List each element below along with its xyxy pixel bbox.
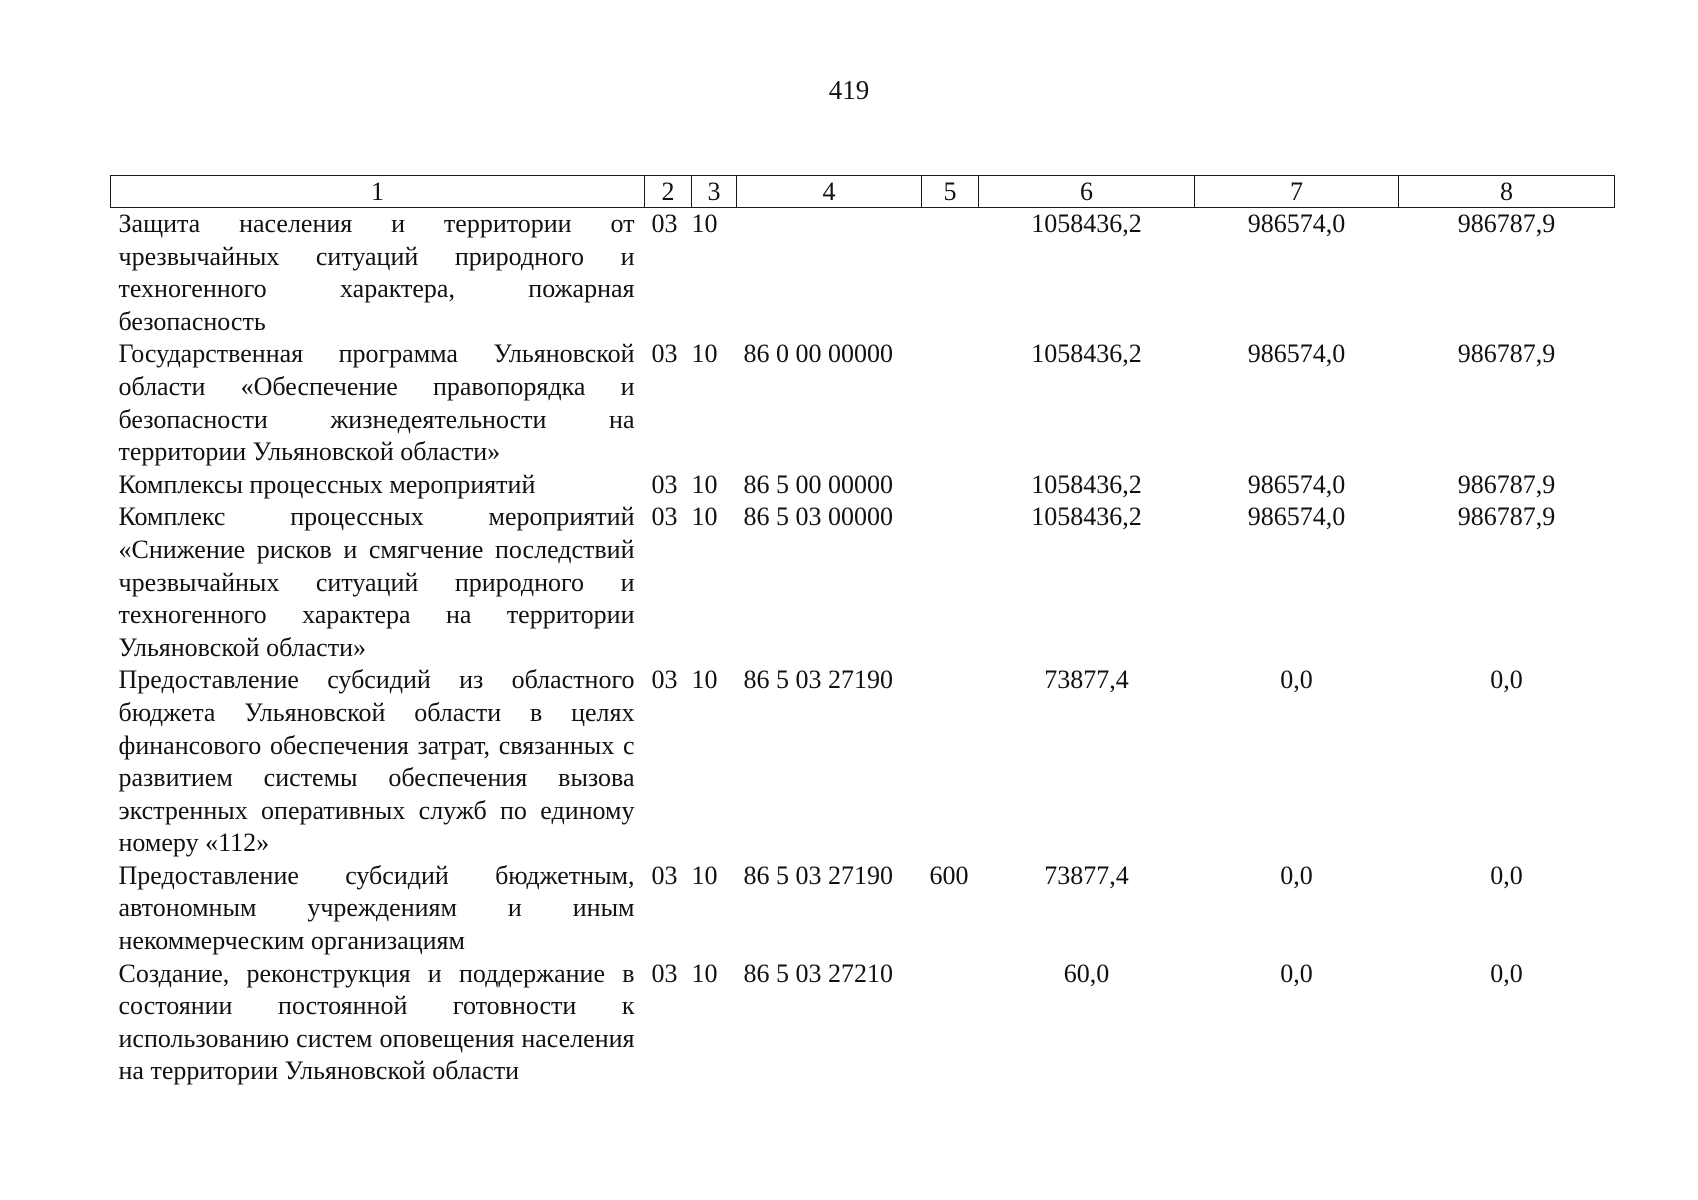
header-row xyxy=(111,176,1615,208)
row-value-col6: 60,0 xyxy=(1063,958,1110,988)
row-expense-type xyxy=(922,469,979,502)
table-row xyxy=(111,469,1615,502)
row-section-code: 03 xyxy=(651,958,678,988)
header-col-1: 1 xyxy=(111,176,645,208)
row-subsection-code: 10 xyxy=(691,209,718,238)
row-value-col8: 0,0 xyxy=(1490,665,1523,695)
row-value-col8: 0,0 xyxy=(1490,860,1523,890)
row-expense-type xyxy=(922,958,979,1088)
row-target-article: 86 5 03 00000 xyxy=(743,502,893,532)
row-value-col6: 73877,4 xyxy=(1044,860,1129,890)
row-name: Предоставление субсидий бюджетным, автономным учреждениям и иным некоммерческим организациям xyxy=(118,860,635,956)
row-name: Защита населения и территории от чрезвычайных ситуаций природного и техногенного характера, пожарная безопасность xyxy=(118,209,635,336)
table-row xyxy=(111,958,1615,1088)
header-col-8: 8 xyxy=(1399,176,1615,208)
row-name: Комплекс процессных мероприятий «Снижение рисков и смягчение последствий чрезвычайных ситуаций природного и техногенного характера на территории Ульяновской области» xyxy=(118,502,635,662)
row-section-code: 03 xyxy=(651,469,678,499)
row-value-col8: 986787,9 xyxy=(1457,209,1556,238)
table-row xyxy=(111,664,1615,860)
header-col-6: 6 xyxy=(979,176,1195,208)
row-value-col8: 986787,9 xyxy=(1457,502,1556,532)
row-section-code: 03 xyxy=(651,209,678,238)
row-name: Создание, реконструкция и поддержание в состоянии постоянной готовности к использованию систем оповещения населения на территории Ульяновской области xyxy=(118,958,635,1086)
table-row xyxy=(111,860,1615,958)
row-subsection-code: 10 xyxy=(691,665,718,695)
table-row xyxy=(111,338,1615,468)
row-subsection-code: 10 xyxy=(691,339,718,369)
row-value-col7: 0,0 xyxy=(1280,958,1313,988)
row-value-col6: 1058436,2 xyxy=(1031,469,1142,499)
row-target-article: 86 5 03 27190 xyxy=(743,860,893,890)
page-number: 419 xyxy=(828,75,870,105)
table-body xyxy=(111,208,1615,1089)
row-expense-type xyxy=(922,501,979,664)
header-col-4: 4 xyxy=(737,176,922,208)
table-header xyxy=(111,176,1615,208)
row-name: Государственная программа Ульяновской области «Обеспечение правопорядка и безопасности жизнедеятельности на территории Ульяновской области» xyxy=(118,339,635,467)
row-target-article: 86 0 00 00000 xyxy=(743,339,893,369)
budget-table xyxy=(110,175,1615,1088)
row-value-col8: 986787,9 xyxy=(1457,469,1556,499)
row-section-code: 03 xyxy=(651,860,678,890)
row-subsection-code: 10 xyxy=(691,502,718,532)
table-row xyxy=(111,501,1615,664)
header-col-5: 5 xyxy=(922,176,979,208)
row-value-col7: 986574,0 xyxy=(1247,502,1346,532)
row-value-col7: 986574,0 xyxy=(1247,209,1346,238)
row-value-col6: 1058436,2 xyxy=(1031,209,1142,238)
row-section-code: 03 xyxy=(651,339,678,369)
row-subsection-code: 10 xyxy=(691,958,718,988)
row-value-col8: 0,0 xyxy=(1490,958,1523,988)
header-col-7: 7 xyxy=(1195,176,1399,208)
row-name: Комплексы процессных мероприятий xyxy=(118,469,536,499)
row-subsection-code: 10 xyxy=(691,469,718,499)
row-value-col7: 0,0 xyxy=(1280,860,1313,890)
row-section-code: 03 xyxy=(651,502,678,532)
row-expense-type xyxy=(922,338,979,468)
row-expense-type xyxy=(922,208,979,339)
table-row xyxy=(111,208,1615,339)
header-col-3: 3 xyxy=(692,176,737,208)
row-value-col7: 986574,0 xyxy=(1247,339,1346,369)
row-value-col6: 1058436,2 xyxy=(1031,502,1142,532)
row-value-col8: 986787,9 xyxy=(1457,339,1556,369)
row-value-col6: 1058436,2 xyxy=(1031,339,1142,369)
row-target-article: 86 5 03 27210 xyxy=(743,958,893,988)
row-value-col7: 986574,0 xyxy=(1247,469,1346,499)
row-expense-type: 600 xyxy=(929,860,969,890)
row-target-article: 86 5 03 27190 xyxy=(743,665,893,695)
row-value-col7: 0,0 xyxy=(1280,665,1313,695)
budget-table-container xyxy=(110,175,1614,1088)
row-section-code: 03 xyxy=(651,665,678,695)
header-col-2: 2 xyxy=(645,176,692,208)
row-expense-type xyxy=(922,664,979,860)
row-name: Предоставление субсидий из областного бюджета Ульяновской области в целях финансового обеспечения затрат, связанных с развитием системы обеспечения вызова экстренных оперативных служб по единому номеру «112» xyxy=(118,665,635,858)
row-value-col6: 73877,4 xyxy=(1044,665,1129,695)
row-target-article: 86 5 00 00000 xyxy=(743,469,893,499)
row-target-article xyxy=(737,208,922,339)
row-subsection-code: 10 xyxy=(691,860,718,890)
